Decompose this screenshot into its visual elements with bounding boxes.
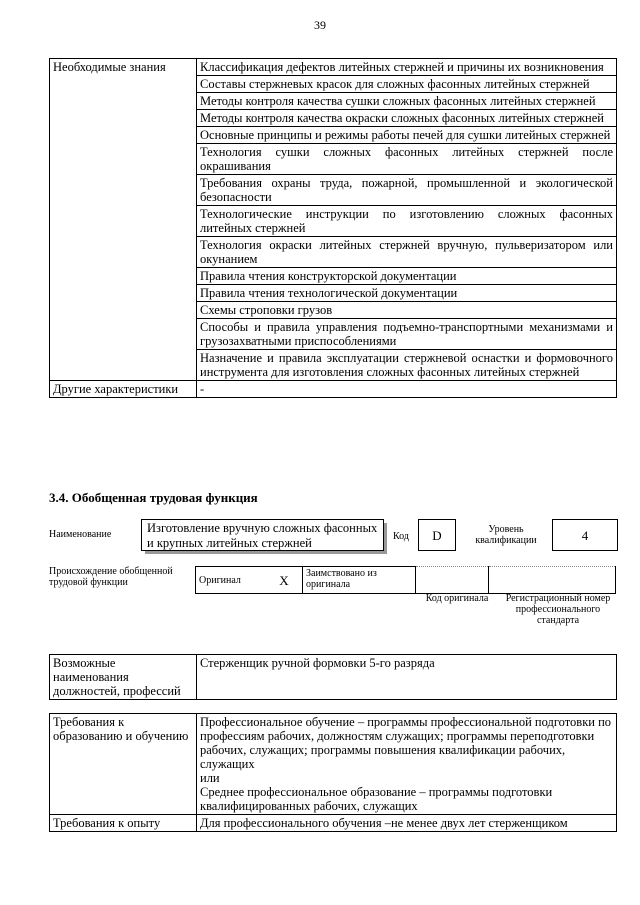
knowledge-label: Необходимые знания [50, 59, 197, 381]
experience-value: Для профессионального обучения –не менее двух лет стерженщиком [197, 815, 617, 832]
knowledge-item: Правила чтения конструкторской документации [197, 268, 617, 285]
education-line: Профессиональное обучение – программы профессиональной подготовки по профессиям рабочих, должностям служащих; программы переподготовки рабочих, служащих; программы повышения квалификации рабочих, служащих [200, 715, 612, 771]
original-mark: X [266, 567, 303, 594]
knowledge-item: Технология сушки сложных фасонных литейных стержней после окрашивания [197, 144, 617, 175]
section-title: 3.4. Обобщенная трудовая функция [49, 490, 258, 505]
knowledge-item: Способы и правила управления подъемно-транспортными механизмами и грузозахватными приспособлениями [197, 319, 617, 350]
other-characteristics-label: Другие характеристики [50, 381, 197, 398]
borrowed-label: Заимствовано из оригинала [303, 567, 416, 594]
origin-table [195, 566, 616, 594]
education-line: Среднее профессиональное образование – программы подготовки квалифицированных рабочих, служащих [200, 785, 553, 813]
origin-label: Происхождение обобщенной трудовой функции [49, 566, 173, 588]
other-characteristics-value: - [197, 381, 617, 398]
positions-table [49, 654, 617, 700]
knowledge-item: Методы контроля качества окраски сложных фасонных литейных стержней [197, 110, 617, 127]
positions-value: Стерженщик ручной формовки 5-го разряда [197, 655, 617, 700]
knowledge-item: Требования охраны труда, пожарной, промышленной и экологической безопасности [197, 175, 617, 206]
knowledge-item: Основные принципы и режимы работы печей для сушки литейных стержней [197, 127, 617, 144]
original-label: Оригинал [196, 567, 267, 594]
reg-number-caption: Регистрационный номер профессионального стандарта [505, 593, 611, 626]
code-label: Код [393, 531, 409, 542]
function-name-value: Изготовление вручную сложных фасонных и крупных литейных стержней [147, 521, 378, 550]
knowledge-item: Назначение и правила эксплуатации стержневой оснастки и формовочного инструмента для изготовления сложных фасонных литейных стержней [197, 350, 617, 381]
knowledge-item: Методы контроля качества сушки сложных фасонных литейных стержней [197, 93, 617, 110]
knowledge-item: Схемы строповки грузов [197, 302, 617, 319]
knowledge-item: Составы стержневых красок для сложных фасонных литейных стержней [197, 76, 617, 93]
reg-number-cell [489, 567, 616, 594]
knowledge-item: Технология окраски литейных стержней вручную, пульверизатором или окунанием [197, 237, 617, 268]
requirements-table [49, 713, 617, 832]
knowledge-item: Классификация дефектов литейных стержней и причины их возникновения [197, 59, 617, 76]
function-name-label: Наименование [49, 529, 112, 540]
qualification-level-value: 4 [552, 519, 618, 551]
education-label: Требования к образованию и обучению [50, 714, 197, 815]
positions-label: Возможные наименования должностей, профессий [50, 655, 197, 700]
knowledge-item: Правила чтения технологической документации [197, 285, 617, 302]
page-number: 39 [314, 18, 326, 32]
code-original-cell [416, 567, 489, 594]
function-name-box [141, 519, 384, 551]
knowledge-table [49, 58, 617, 398]
knowledge-item: Технологические инструкции по изготовлению сложных фасонных литейных стержней [197, 206, 617, 237]
education-value [197, 714, 617, 815]
code-value: D [418, 519, 456, 551]
code-original-caption: Код оригинала [425, 593, 489, 604]
experience-label: Требования к опыту [50, 815, 197, 832]
education-line: или [200, 771, 220, 785]
qualification-level-label: Уровень квалификации [475, 524, 537, 546]
